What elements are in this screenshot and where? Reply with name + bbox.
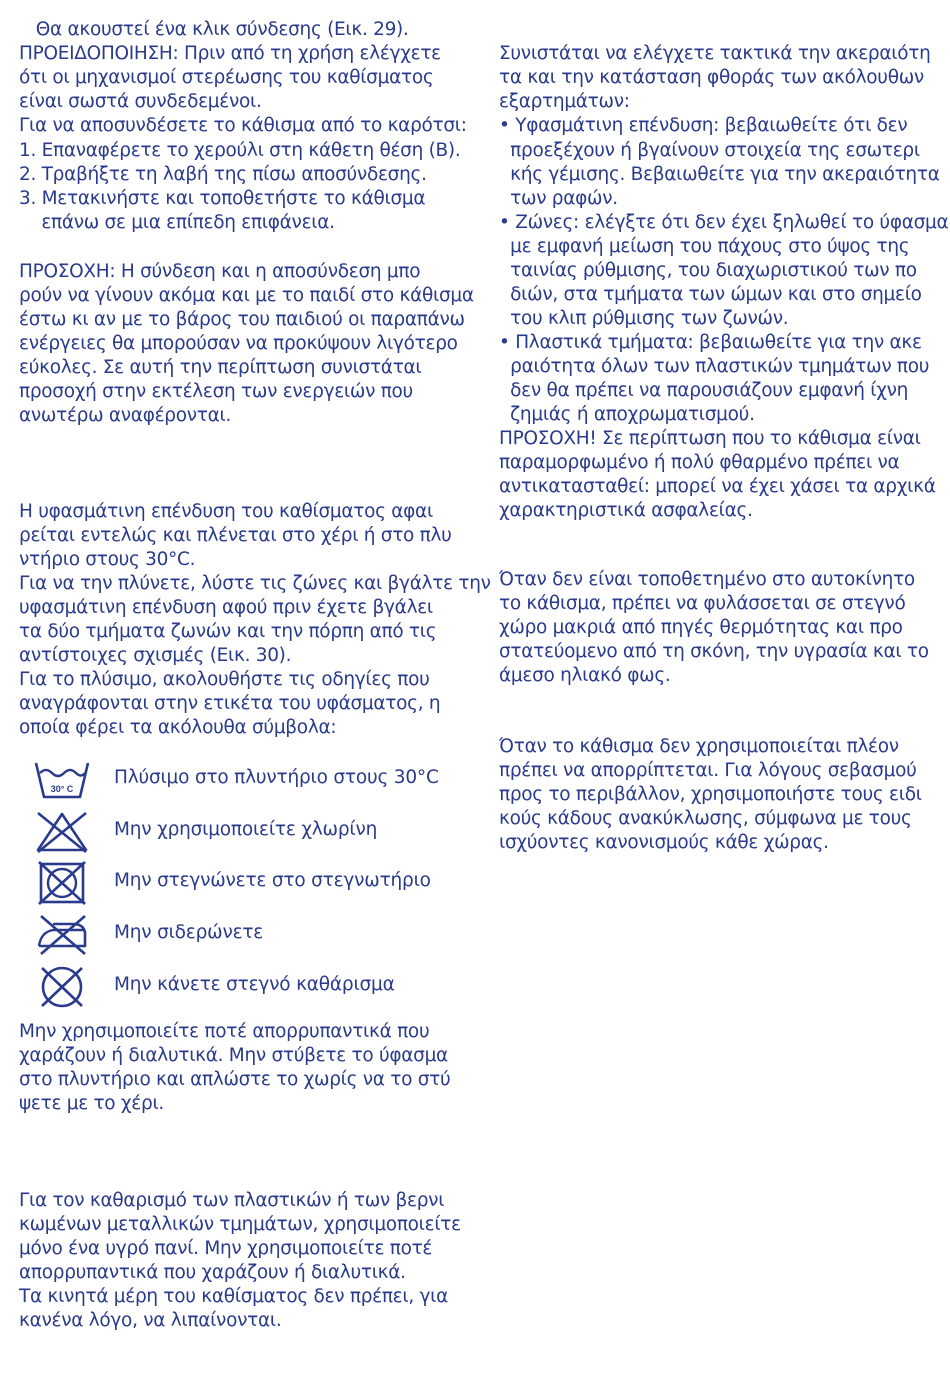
text-line: προς το περιβάλλον, χρησιμοποιήστε τους ειδι	[499, 784, 922, 805]
text-line: ενέργειες θα μπορούσαν να προκύψουν λιγότερο	[19, 333, 458, 354]
text-line: ότι οι μηχανισμοί στερέωσης του καθίσματος	[19, 67, 434, 88]
text-line: πρέπει να απορρίπτεται. Για λόγους σεβασμού	[499, 760, 917, 781]
text-line: απορρυπαντικά που χαράζουν ή διαλυτικά.	[19, 1262, 406, 1283]
text-line: είναι σωστά συνδεδεμένοι.	[19, 91, 262, 112]
text-line: μόνο ένα υγρό πανί. Μην χρησιμοποιείτε ποτέ	[19, 1238, 433, 1259]
text-line: ραιότητα όλων των πλαστικών τμημάτων που	[499, 356, 930, 377]
text-line: χαρακτηριστικά ασφαλείας.	[499, 500, 753, 521]
text-line: με εμφανή μείωση του πάχους στο ύψος της	[499, 236, 910, 257]
text-line: ΠΡΟΕΙΔΟΠΟΙΗΣΗ: Πριν από τη χρήση ελέγχετε	[19, 43, 441, 64]
text-line: των ραφών.	[499, 188, 618, 209]
text-line: Όταν το κάθισμα δεν χρησιμοποιείται πλέον	[499, 736, 899, 757]
care-symbol-label: Πλύσιμο στο πλυντήριο στους 30°C	[114, 767, 439, 788]
text-line: κανένα λόγο, να λιπαίνονται.	[19, 1310, 282, 1331]
care-symbol-row	[19, 757, 455, 803]
wash-temp-text: 30° C	[50, 784, 74, 794]
text-line: ρούν να γίνουν ακόμα και με το παιδί στο κάθισμα	[19, 285, 474, 306]
text-line: Μην χρησιμοποιείτε ποτέ απορρυπαντικά που	[19, 1021, 430, 1042]
text-line: προεξέχουν ή βγαίνουν στοιχεία της εσωτερι	[499, 140, 920, 161]
text-line: ανωτέρω αναφέρονται.	[19, 405, 232, 426]
text-line: • Ζώνες: ελέγξτε ότι δεν έχει ξηλωθεί το ύφασμα	[499, 212, 949, 233]
care-symbol-label: Μην κάνετε στεγνό καθάρισμα	[114, 974, 395, 995]
text-line: ντήριο στους 30°C.	[19, 549, 196, 570]
text-line: Συνιστάται να ελέγχετε τακτικά την ακεραιότη	[499, 43, 931, 64]
text-line: ΠΡΟΣΟΧΗ! Σε περίπτωση που το κάθισμα είναι	[499, 428, 921, 449]
text-line: Για να την πλύνετε, λύστε τις ζώνες και βγάλτε την	[19, 573, 491, 594]
text-line: κής γέμισης. Βεβαιωθείτε για την ακεραιότητα	[499, 164, 940, 185]
text-line: ισχύοντες κανονισμούς κάθε χώρας.	[499, 832, 829, 853]
text-line: στο πλυντήριο και απλώστε το χωρίς να το στύ	[19, 1069, 451, 1090]
no-iron-icon	[31, 912, 93, 958]
text-line: τα δύο τμήματα ζωνών και την πόρπη από τις	[19, 621, 437, 642]
text-line: εξαρτημάτων:	[499, 91, 630, 112]
text-line: άμεσο ηλιακό φως.	[499, 665, 671, 686]
text-line: κωμένων μεταλλικών τμημάτων, χρησιμοποιείτε	[19, 1214, 461, 1235]
text-line: 3. Μετακινήστε και τοποθετήστε το κάθισμα	[19, 188, 426, 209]
text-line: εύκολες. Σε αυτή την περίπτωση συνιστάται	[19, 357, 422, 378]
text-line: αντικατασταθεί: μπορεί να έχει χάσει τα αρχικά	[499, 476, 936, 497]
text-line: διών, στα τμήματα των ώμων και στο σημείο	[499, 284, 922, 305]
text-line: ψετε με το χέρι.	[19, 1093, 164, 1114]
text-line: Για τον καθαρισμό των πλαστικών ή των βερνι	[19, 1190, 445, 1211]
text-line: υφασμάτινη επένδυση αφού πριν έχετε βγάλει	[19, 597, 433, 618]
text-line: αναγράφονται στην ετικέτα του υφάσματος, η	[19, 693, 441, 714]
text-line: οποία φέρει τα ακόλουθα σύμβολα:	[19, 717, 337, 738]
text-line: το κάθισμα, πρέπει να φυλάσσεται σε στεγνό	[499, 593, 906, 614]
text-line: επάνω σε μια επίπεδη επιφάνεια.	[19, 212, 335, 233]
text-line: 2. Τραβήξτε τη λαβή της πίσω αποσύνδεσης.	[19, 164, 427, 185]
text-line: έστω κι αν με το βάρος του παιδιού οι παραπάνω	[19, 309, 465, 330]
text-line: • Πλαστικά τμήματα: βεβαιωθείτε για την ακε	[499, 332, 922, 353]
text-line: Τα κινητά μέρη του καθίσματος δεν πρέπει, για	[19, 1286, 449, 1307]
text-line: Όταν δεν είναι τοποθετημένο στο αυτοκίνητο	[499, 569, 915, 590]
text-line: αντίστοιχες σχισμές (Εικ. 30).	[19, 645, 292, 666]
no-tumble-dry-icon	[31, 860, 93, 906]
text-line: χώρο μακριά από πηγές θερμότητας και προ	[499, 617, 903, 638]
text-line: ρείται εντελώς και πλένεται στο χέρι ή στο πλυ	[19, 525, 452, 546]
text-line: Η υφασμάτινη επένδυση του καθίσματος αφαι	[19, 501, 433, 522]
care-symbol-row	[19, 809, 455, 855]
text-line: • Υφασμάτινη επένδυση: βεβαιωθείτε ότι δεν	[499, 115, 908, 136]
no-bleach-icon	[31, 809, 93, 855]
text-line: 1. Επαναφέρετε το χερούλι στη κάθετη θέση (B).	[19, 140, 461, 161]
text-line: ζημιάς ή αποχρωματισμού.	[499, 404, 755, 425]
text-line: δεν θα πρέπει να παρουσιάζουν εμφανή ίχνη	[499, 380, 909, 401]
text-line: παραμορφωμένο ή πολύ φθαρμένο πρέπει να	[499, 452, 900, 473]
text-line: τα και την κατάσταση φθοράς των ακόλουθων	[499, 67, 924, 88]
care-symbol-label: Μην στεγνώνετε στο στεγνωτήριο	[114, 870, 431, 891]
text-line: του κλιπ ρύθμισης των ζωνών.	[499, 308, 789, 329]
care-symbol-label: Μην σιδερώνετε	[114, 922, 264, 943]
care-symbol-label: Μην χρησιμοποιείτε χλωρίνη	[114, 819, 378, 840]
text-line: προσοχή στην εκτέλεση των ενεργειών που	[19, 381, 413, 402]
text-line: κούς κάδους ανακύκλωσης, σύμφωνα με τους	[499, 808, 912, 829]
text-line: ΠΡΟΣΟΧΗ: Η σύνδεση και η αποσύνδεση μπο	[19, 261, 421, 282]
care-symbol-row	[19, 912, 455, 958]
text-line: ταινίας ρύθμισης, του διαχωριστικού των πο	[499, 260, 917, 281]
text-line: Θα ακουστεί ένα κλικ σύνδεσης (Εικ. 29).	[19, 19, 409, 40]
wash-30-icon	[31, 757, 93, 803]
care-symbol-row	[19, 860, 455, 906]
care-symbol-row	[19, 964, 455, 1010]
text-line: στατεύομενο από τη σκόνη, την υγρασία και το	[499, 641, 929, 662]
text-line: Για να αποσυνδέσετε το κάθισμα από το καρότσι:	[19, 115, 467, 136]
text-line: Για το πλύσιμο, ακολουθήστε τις οδηγίες που	[19, 669, 430, 690]
no-dry-clean-icon	[31, 964, 93, 1010]
text-line: χαράζουν ή διαλυτικά. Μην στύβετε το ύφασμα	[19, 1045, 448, 1066]
